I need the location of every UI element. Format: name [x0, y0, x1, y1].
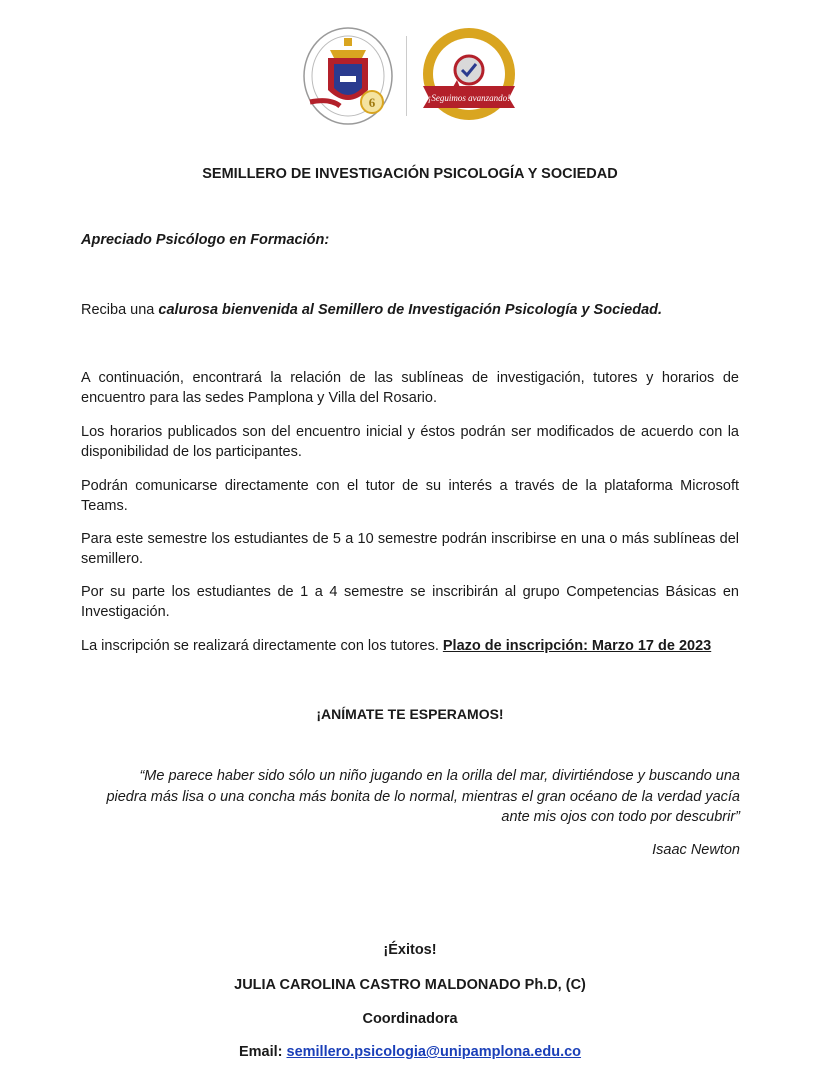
paragraph-4: Para este semestre los estudiantes de 5 a 10 semestre podrán inscribirse en una o más sublíneas del semillero. [81, 531, 739, 567]
paragraph-1: A continuación, encontrará la relación de las sublíneas de investigación, tutores y horarios de encuentro para las sedes Pamplona y Villa del Rosario. [81, 370, 739, 406]
paragraph-2: Los horarios publicados son del encuentro inicial y éstos podrán ser modificados de acuerdo con la disponibilidad de los participantes. [81, 424, 739, 460]
registration-text: La inscripción se realizará directamente con los tutores. [81, 638, 443, 654]
welcome-line [81, 302, 662, 318]
university-seal-logo [300, 24, 396, 128]
accreditation-seal-logo [417, 24, 521, 128]
cheer-heading: ¡ANÍMATE TE ESPERAMOS! [316, 706, 504, 722]
svg-text:6: 6 [368, 95, 375, 110]
header-logos [0, 24, 820, 128]
welcome-prefix: Reciba una [81, 302, 159, 318]
closing: ¡Éxitos! [383, 942, 437, 958]
signer-name: JULIA CAROLINA CASTRO MALDONADO Ph.D, (C) [234, 977, 586, 993]
email-line [0, 1044, 820, 1060]
newton-quote: “Me parece haber sido sólo un niño jugando en la orilla del mar, divirtiéndose y buscando una piedra más lisa o una concha más bonita de lo normal, mientras el gran océano de la verdad yacía ante mis ojos con todo por descubrir” [106, 768, 740, 825]
signer-role: Coordinadora [362, 1011, 458, 1027]
salutation: Apreciado Psicólogo en Formación: [81, 232, 330, 248]
welcome-bold: calurosa bienvenida al Semillero de Investigación Psicología y Sociedad. [158, 302, 663, 318]
email-link[interactable]: semillero.psicologia@unipamplona.edu.co [286, 1044, 582, 1060]
registration-line [81, 636, 739, 656]
quote-author: Isaac Newton [652, 842, 740, 858]
svg-text:¡Seguimos avanzando!: ¡Seguimos avanzando! [427, 93, 510, 103]
logo-divider [406, 36, 407, 116]
email-label: Email: [238, 1044, 287, 1060]
registration-deadline: Plazo de inscripción: Marzo 17 de 2023 [442, 638, 712, 654]
paragraph-5: Por su parte los estudiantes de 1 a 4 semestre se inscribirán al grupo Competencias Básicas en Investigación. [81, 584, 739, 620]
paragraph-3: Podrán comunicarse directamente con el tutor de su interés a través de la plataforma Microsoft Teams. [81, 478, 739, 514]
document-title: SEMILLERO DE INVESTIGACIÓN PSICOLOGÍA Y SOCIEDAD [202, 166, 618, 182]
